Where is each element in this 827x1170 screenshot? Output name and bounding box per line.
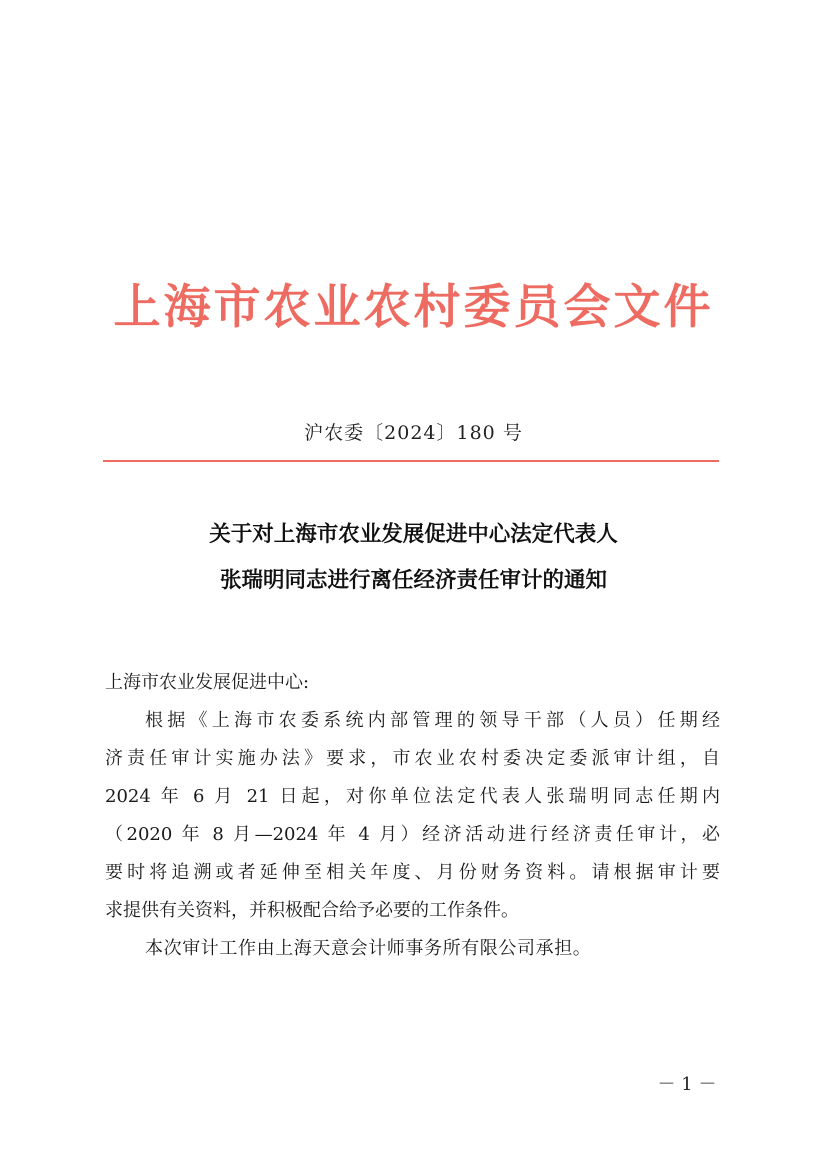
paragraph-1-line: 2024 年 6 月 21 日起，对你单位法定代表人张瑞明同志任期内 xyxy=(105,786,720,807)
paragraph-1-line: 求提供有关资料，并积极配合给予必要的工作条件。 xyxy=(105,900,519,921)
paragraph-1 xyxy=(105,702,720,930)
document-number: 沪农委〔2024〕180 号 xyxy=(304,422,523,444)
salutation: 上海市农业发展促进中心: xyxy=(105,672,310,693)
paragraph-1-line: 济责任审计实施办法》要求，市农业农村委决定委派审计组，自 xyxy=(105,748,720,769)
paragraph-1-line: 根据《上海市农委系统内部管理的领导干部（人员）任期经 xyxy=(145,710,720,731)
document-body xyxy=(105,664,720,968)
paragraph-1-line: 要时将追溯或者延伸至相关年度、月份财务资料。请根据审计要 xyxy=(105,862,720,883)
document-title xyxy=(0,512,827,604)
document-title-line-1: 关于对上海市农业发展促进中心法定代表人 xyxy=(209,522,618,547)
issuer-header-title: 上海市农业农村委员会文件 xyxy=(113,280,714,335)
paragraph-2: 本次审计工作由上海天意会计师事务所有限公司承担。 xyxy=(145,938,592,959)
header-divider xyxy=(103,460,719,462)
paragraph-1-line: （2020 年 8 月—2024 年 4 月）经济活动进行经济责任审计，必 xyxy=(105,824,720,845)
document-title-line-2: 张瑞明同志进行离任经济责任审计的通知 xyxy=(219,568,607,593)
page-number: － 1 － xyxy=(657,1074,717,1095)
